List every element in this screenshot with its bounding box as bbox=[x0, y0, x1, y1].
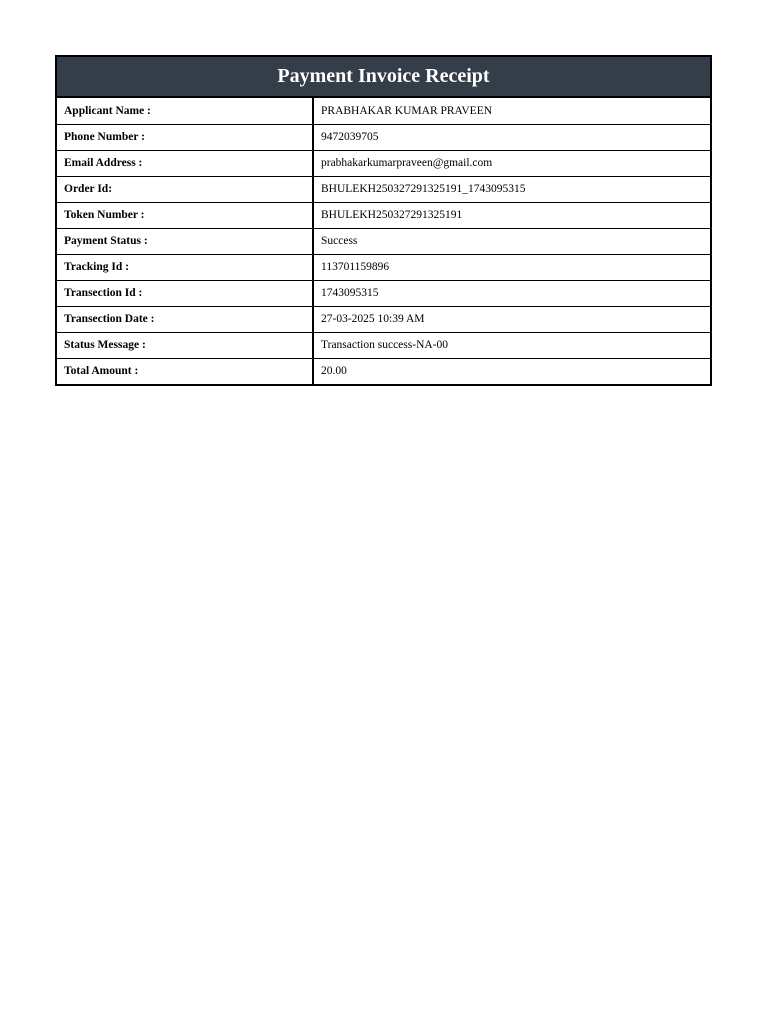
row-payment-status bbox=[57, 228, 710, 254]
row-applicant-name bbox=[57, 98, 710, 124]
applicant-name-label: Applicant Name : bbox=[57, 98, 313, 124]
row-token-number bbox=[57, 202, 710, 228]
phone-number-value: 9472039705 bbox=[313, 124, 710, 150]
transection-id-value: 1743095315 bbox=[313, 280, 710, 306]
tracking-id-label: Tracking Id : bbox=[57, 254, 313, 280]
phone-number-label: Phone Number : bbox=[57, 124, 313, 150]
email-address-label: Email Address : bbox=[57, 150, 313, 176]
payment-status-value: Success bbox=[313, 228, 710, 254]
email-address-value: prabhakarkumarpraveen@gmail.com bbox=[313, 150, 710, 176]
total-amount-label: Total Amount : bbox=[57, 358, 313, 384]
receipt-details-table bbox=[57, 98, 710, 384]
status-message-value: Transaction success-NA-00 bbox=[313, 332, 710, 358]
total-amount-value: 20.00 bbox=[321, 365, 347, 378]
row-email-address bbox=[57, 150, 710, 176]
transection-date-value: 27-03-2025 10:39 AM bbox=[313, 306, 710, 332]
payment-receipt bbox=[55, 55, 712, 386]
row-phone-number bbox=[57, 124, 710, 150]
row-order-id bbox=[57, 176, 710, 202]
order-id-label: Order Id: bbox=[57, 176, 313, 202]
transection-date-label: Transection Date : bbox=[57, 306, 313, 332]
row-status-message bbox=[57, 332, 710, 358]
payment-status-label: Payment Status : bbox=[57, 228, 313, 254]
token-number-label: Token Number : bbox=[57, 202, 313, 228]
row-transection-id bbox=[57, 280, 710, 306]
row-tracking-id bbox=[57, 254, 710, 280]
applicant-name-value: PRABHAKAR KUMAR PRAVEEN bbox=[313, 98, 710, 124]
row-transection-date bbox=[57, 306, 710, 332]
transection-id-label: Transection Id : bbox=[57, 280, 313, 306]
tracking-id-value: 113701159896 bbox=[313, 254, 710, 280]
token-number-value: BHULEKH250327291325191 bbox=[313, 202, 710, 228]
order-id-value: BHULEKH250327291325191_1743095315 bbox=[313, 176, 710, 202]
row-total-amount bbox=[57, 358, 710, 384]
status-message-label: Status Message : bbox=[57, 332, 313, 358]
receipt-title: Payment Invoice Receipt bbox=[57, 57, 710, 98]
